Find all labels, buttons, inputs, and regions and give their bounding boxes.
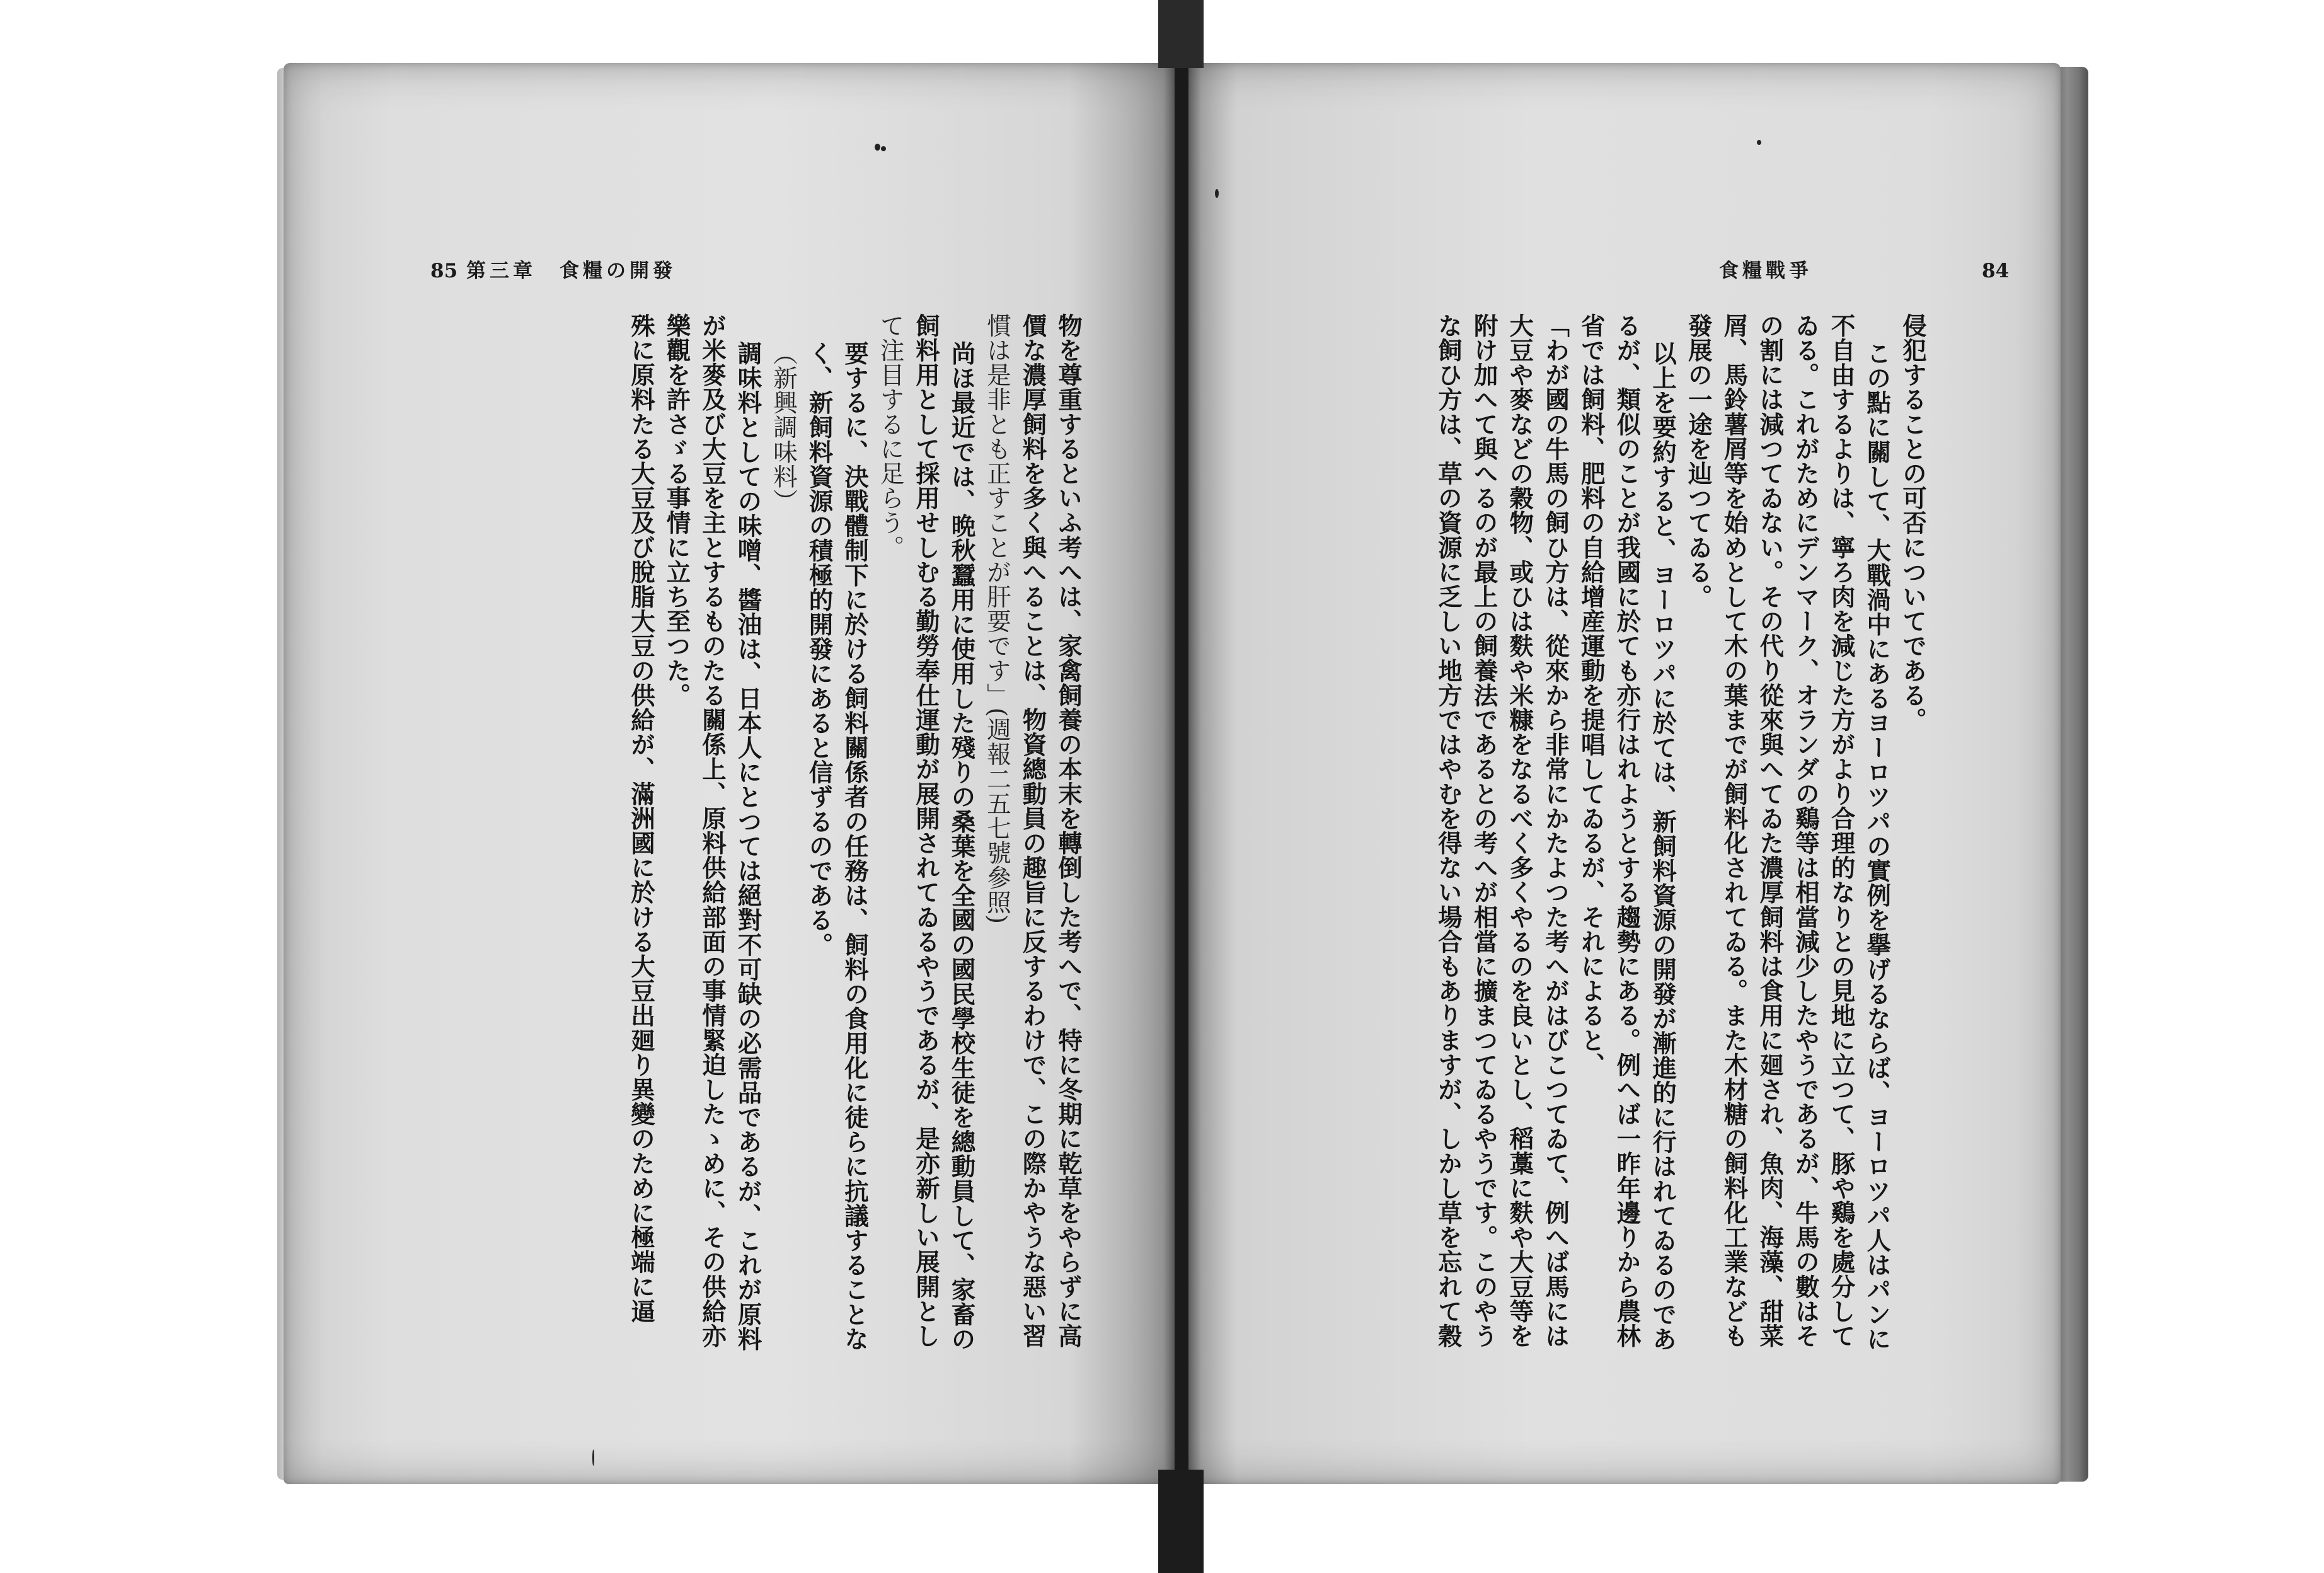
gutter-top-binding [1158, 0, 1204, 68]
text-column: 殊に原料たる大豆及び脫脂大豆の供給が、滿洲國に於ける大豆出廻り異變のために極端に逼 [627, 313, 655, 1324]
text-column: 大豆や麥などの穀物、或ひは麩や米糠をなるべく多くやるのを良いとし、稻藁に麩や大豆等を [1505, 313, 1534, 1349]
text-column: 物を尊重するといふ考へは、家禽飼養の本末を轉倒した考へで、特に冬期に乾草をやらずに高 [1054, 313, 1083, 1349]
text-column: 樂觀を許さゞる事情に立ち至つた。 [662, 313, 691, 708]
text-column: 要するに、決戰體制下に於ける飼料關係者の任務は、飼料の食用化に徒らに抗議することな [841, 341, 869, 1352]
text-column: 「わが國の牛馬の飼ひ方は、從來から非常にかたよつた考へがはびこつてゐて、例へば馬には [1541, 313, 1570, 1349]
text-column: ゐる。これがためにデンマーク、オランダの鷄等は相當減少したやうであるが、牛馬の數はそ [1791, 313, 1820, 1349]
left-running-head: 第三章 食糧の開發 [466, 260, 676, 282]
left-page-number: 85 [430, 260, 458, 282]
text-column: て注目するに足らう。 [876, 313, 905, 560]
scan-speck [1757, 140, 1761, 145]
book-gutter [1175, 63, 1188, 1487]
text-column: の割には減つてゐない。その代り從來與へてゐた濃厚飼料は食用に廻され、魚肉、海藻、甜菜 [1756, 313, 1785, 1349]
text-column: が米麥及び大豆を主とするものたる關係上、原料供給部面の事情緊迫したゝめに、その供給亦 [698, 313, 727, 1349]
text-column: 省では飼料、肥料の自給增産運動を提唱してゐるが、それによると、 [1577, 313, 1606, 1078]
scan-speck [881, 146, 886, 151]
text-column: 價な濃厚飼料を多く與へることは、物資總動員の趣旨に反するわけで、この際かやうな惡い習 [1018, 313, 1047, 1349]
text-column: 飼料用として採用せしむる勤勞奉仕運動が展開されてゐるやうであるが、是亦新しい展開とし [912, 313, 940, 1349]
text-column: 以上を要約すると、ヨーロツパに於ては、新飼料資源の開發が漸進的に行はれてゐるのであ [1648, 341, 1677, 1352]
text-column: 慣は是非とも正すことが肝要です」(週報二五七號參照) [983, 313, 1011, 925]
text-column: く、新飼料資源の積極的開發にあると信ずるのである。 [805, 341, 834, 957]
scan-speck [875, 144, 880, 151]
text-column: 附け加へて與へるのが最上の飼養法であるとの考へが相當に擴まつてゐるやうです。このやう [1470, 313, 1499, 1349]
scan-speck [1215, 189, 1219, 198]
text-column: 侵犯することの可否についてである。 [1899, 313, 1927, 732]
right-page-number: 84 [1982, 260, 2010, 282]
text-column: な飼ひ方は、草の資源に乏しい地方ではやむを得ない場合もありますが、しかし草を忘れて穀 [1434, 313, 1463, 1349]
text-column: 不自由するよりは、寧ろ肉を減じた方がより合理的なりとの見地に立つて、豚や鷄を處分して [1827, 313, 1856, 1349]
text-column: この點に關して、大戰渦中にあるヨーロツパの實例を擧げるならば、ヨーロツパ人はパンに [1863, 341, 1892, 1352]
gutter-bottom-binding [1158, 1470, 1204, 1573]
right-running-head: 食糧戰爭 [1719, 260, 1812, 282]
text-column: 發展の一途を辿つてゐる。 [1684, 313, 1713, 609]
scan-speck [592, 1449, 594, 1466]
text-column: るが、類似のことが我國に於ても亦行はれようとする趨勢にある。例へば一昨年邊りから農林 [1613, 313, 1642, 1349]
text-column: 調味料としての味噌、醬油は、日本人にとつては絕對不可缺の必需品であるが、これが原料 [733, 341, 762, 1352]
text-column: 屑、馬鈴薯屑等を始めとして木の葉までが飼料化されてゐる。また木材糖の飼料化工業なども [1720, 313, 1749, 1349]
text-column: （新興調味料） [769, 341, 798, 514]
text-column: 尚ほ最近では、晩秋蠶用に使用した殘りの桑葉を全國の國民學校生徒を總動員して、家畜の [947, 341, 976, 1352]
